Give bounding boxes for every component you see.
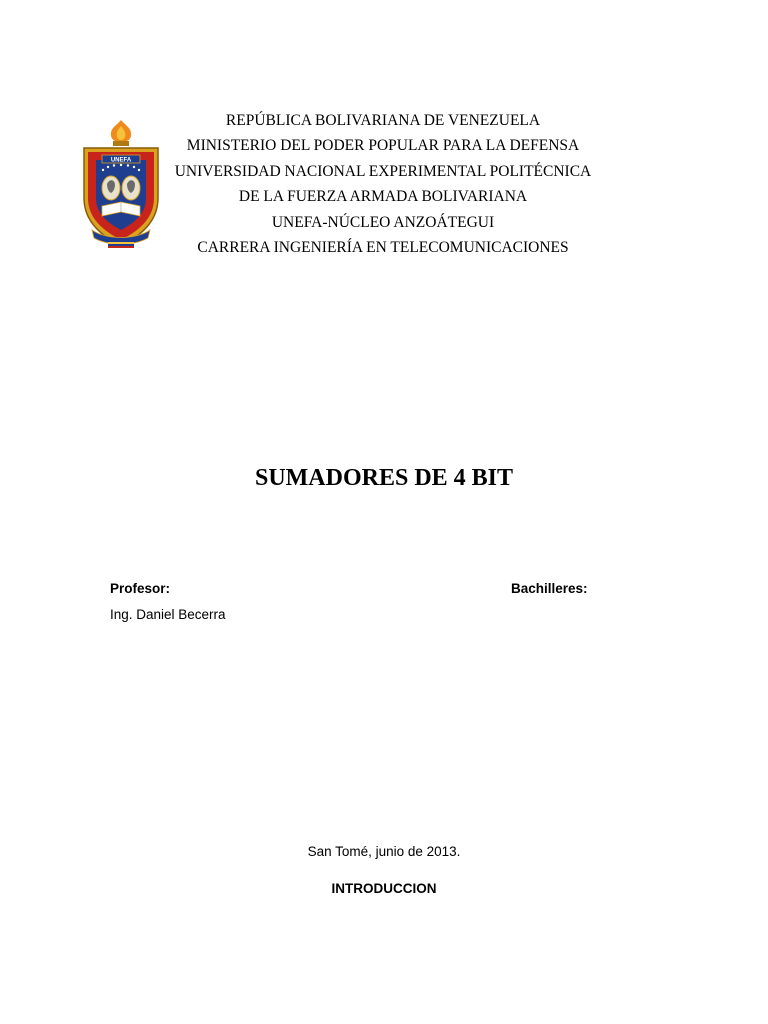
logo-label: UNEFA xyxy=(110,157,132,164)
header-line-5: UNEFA-NÚCLEO ANZOÁTEGUI xyxy=(271,213,495,231)
section-heading: INTRODUCCION xyxy=(331,881,437,896)
document-title: SUMADORES DE 4 BIT xyxy=(254,465,514,491)
place-date: San Tomé, junio de 2013. xyxy=(307,844,461,859)
institution-header xyxy=(150,108,616,260)
header-line-2: MINISTERIO DEL PODER POPULAR PARA LA DEFENSA xyxy=(186,137,580,155)
professor-name: Ing. Daniel Becerra xyxy=(110,607,226,622)
header-line-3: UNIVERSIDAD NACIONAL EXPERIMENTAL POLITÉCNICA xyxy=(174,162,592,180)
header-line-4: DE LA FUERZA ARMADA BOLIVARIANA xyxy=(238,188,528,206)
header-line-1: REPÚBLICA BOLIVARIANA DE VENEZUELA xyxy=(225,112,541,129)
professor-label: Profesor: xyxy=(110,581,171,596)
students-label: Bachilleres: xyxy=(511,581,588,596)
header-line-6: CARRERA INGENIERÍA EN TELECOMUNICACIONES xyxy=(197,239,569,257)
